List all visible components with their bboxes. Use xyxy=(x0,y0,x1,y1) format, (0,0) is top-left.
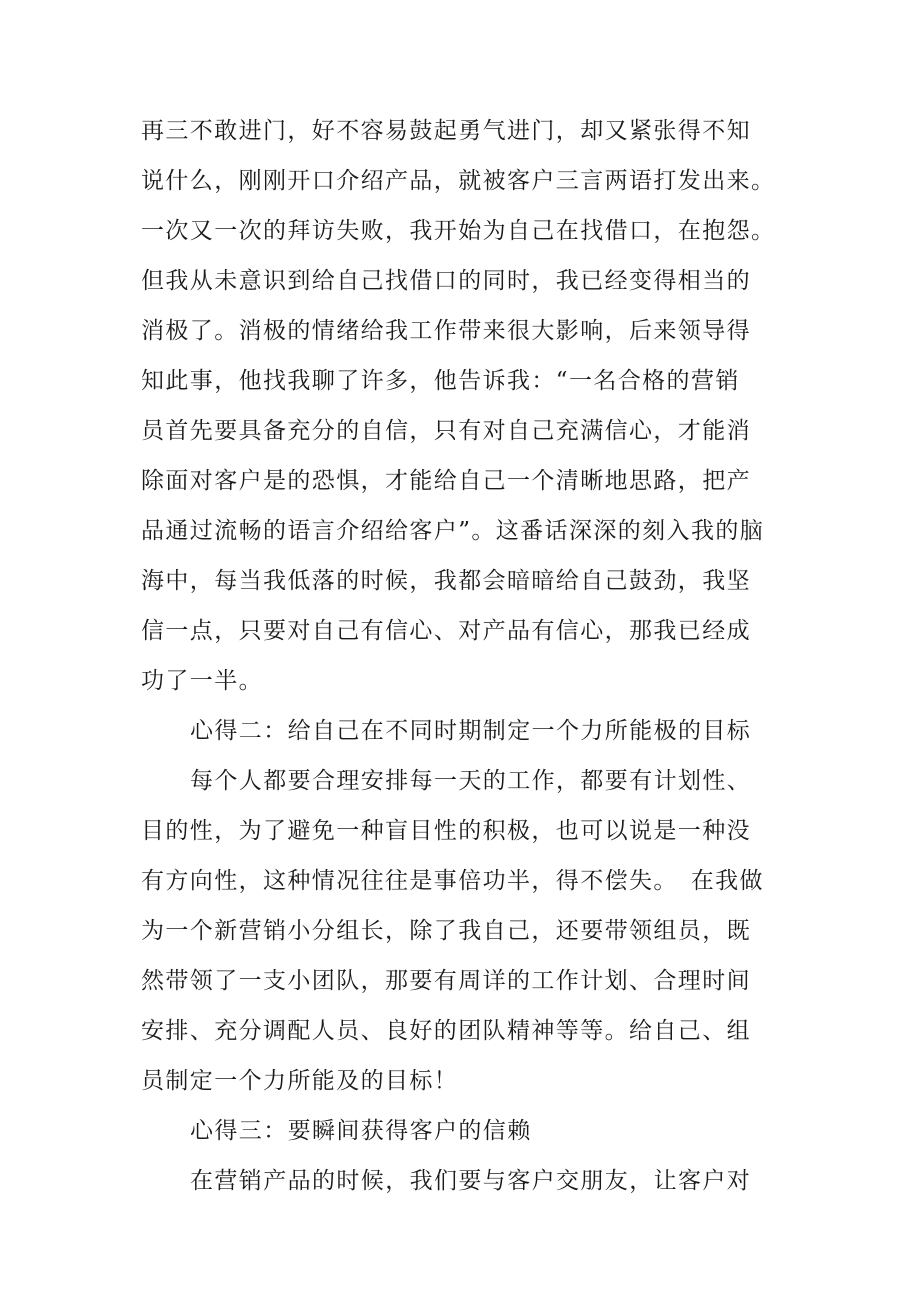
text-line: 除面对客户是的恐惧，才能给自己一个清晰地思路，把产 xyxy=(141,468,751,494)
text-line: 然带领了一支小团队，那要有周详的工作计划、合理时间 xyxy=(141,968,751,994)
text-line: 消极了。消极的情绪给我工作带来很大影响，后来领导得 xyxy=(141,318,751,344)
text-line: 在营销产品的时候，我们要与客户交朋友，让客户对 xyxy=(190,1168,752,1194)
text-line: 说什么，刚刚开口介绍产品，就被客户三言两语打发出来。 xyxy=(141,168,776,194)
text-line: 目的性，为了避免一种盲目性的积极，也可以说是一种没 xyxy=(141,818,751,844)
text-line: 一次又一次的拜访失败，我开始为自己在找借口，在抱怨。 xyxy=(141,218,776,244)
text-line: 有方向性，这种情况往往是事倍功半，得不偿失。 在我做 xyxy=(141,868,764,894)
text-line: 员制定一个力所能及的目标！ xyxy=(141,1068,459,1094)
text-line: 为一个新营销小分组长，除了我自己，还要带领组员，既 xyxy=(141,918,751,944)
text-line: 每个人都要合理安排每一天的工作，都要有计划性、 xyxy=(190,768,752,794)
text-line: 信一点，只要对自己有信心、对产品有信心，那我已经成 xyxy=(141,618,751,644)
text-line: 知此事，他找我聊了许多，他告诉我：“一名合格的营销 xyxy=(141,368,740,394)
section-heading: 心得二：给自己在不同时期制定一个力所能极的目标 xyxy=(190,718,752,744)
section-heading: 心得三：要瞬间获得客户的信赖 xyxy=(190,1118,532,1144)
text-line: 功了一半。 xyxy=(141,668,263,694)
text-line: 海中，每当我低落的时候，我都会暗暗给自己鼓劲，我坚 xyxy=(141,568,751,594)
text-line: 再三不敢进门，好不容易鼓起勇气进门，却又紧张得不知 xyxy=(141,118,751,144)
text-line: 品通过流畅的语言介绍给客户”。这番话深深的刻入我的脑 xyxy=(141,518,765,544)
text-line: 员首先要具备充分的自信，只有对自己充满信心，才能消 xyxy=(141,418,751,444)
text-line: 但我从未意识到给自己找借口的同时，我已经变得相当的 xyxy=(141,268,751,294)
text-line: 安排、充分调配人员、良好的团队精神等等。给自己、组 xyxy=(141,1018,751,1044)
